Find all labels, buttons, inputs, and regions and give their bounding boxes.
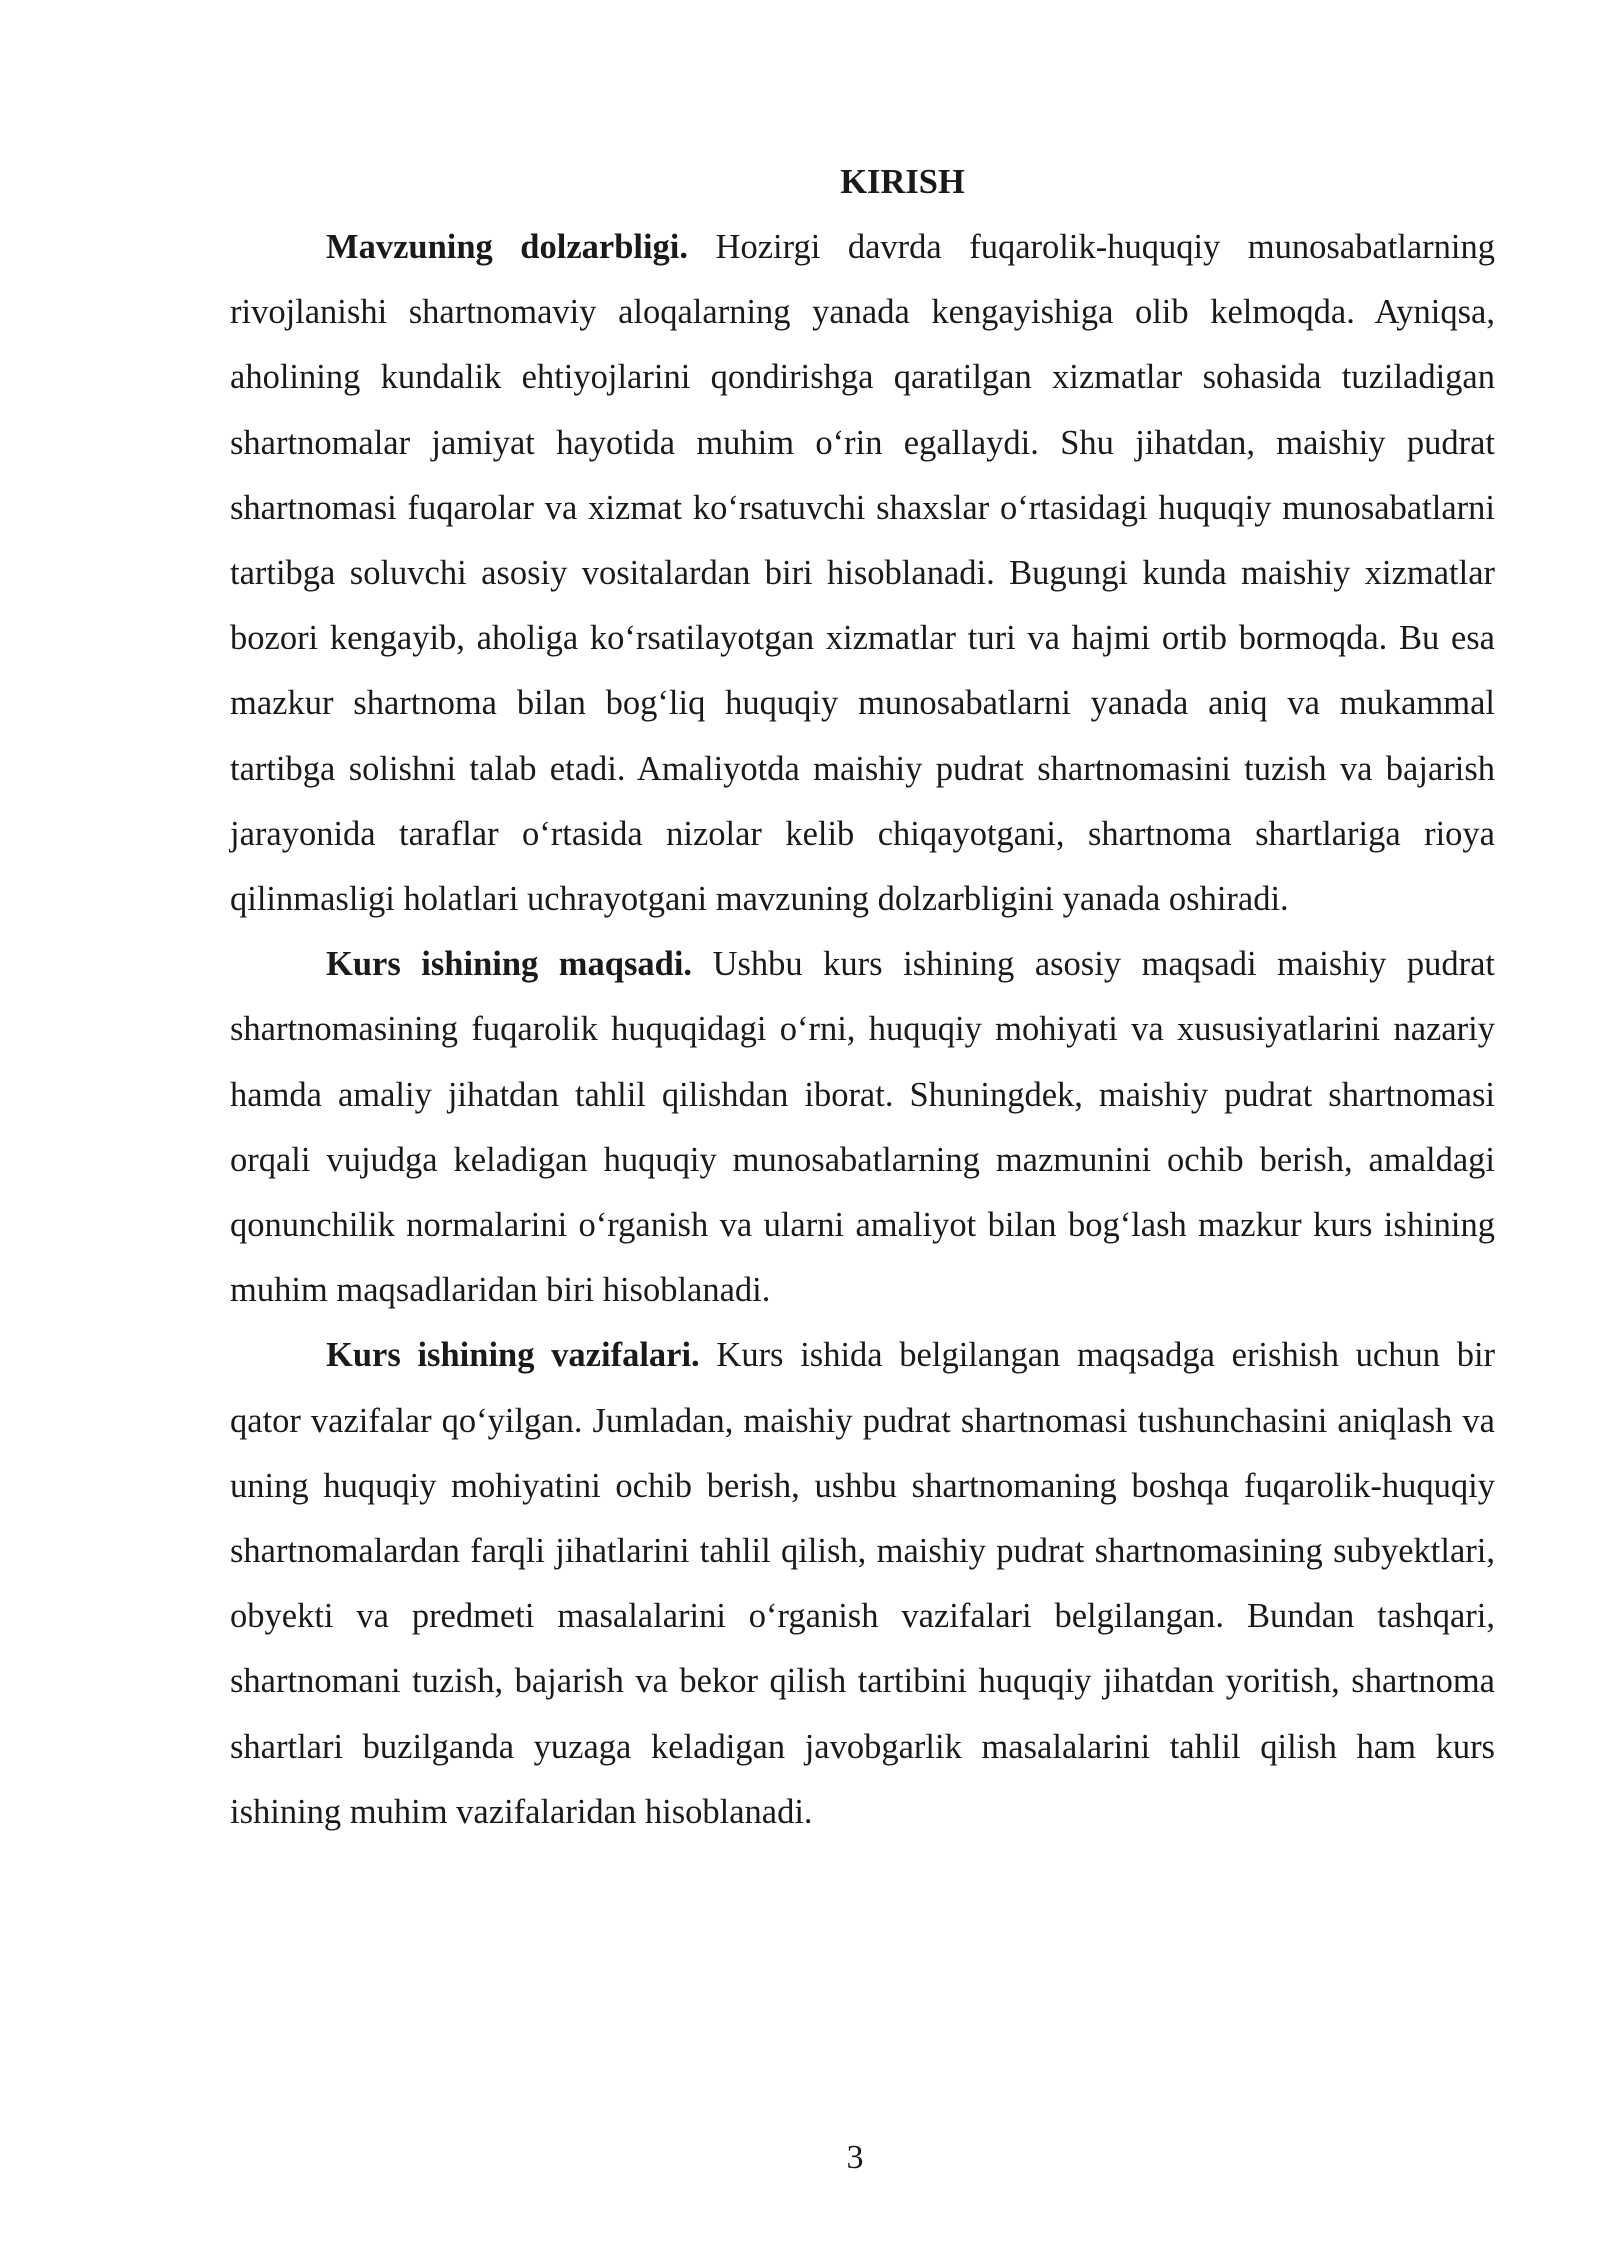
paragraph-lead: Kurs ishining maqsadi. <box>326 945 693 984</box>
page-content <box>230 150 1495 1845</box>
paragraph-relevance <box>230 215 1495 932</box>
paragraph-tasks <box>230 1323 1495 1845</box>
section-title: KIRISH <box>840 163 965 201</box>
paragraph-goal <box>230 932 1495 1323</box>
paragraph-text: Ushbu kurs ishining asosiy maqsadi maishiy pudrat shartnomasining fuqarolik huquqidagi o‘rni, huquqiy mohiyati va xususiyatlarini nazariy hamda amaliy jihatdan tahlil qilishdan iborat. Shuningdek, maishiy pudrat shartnomasi orqali vujudga keladigan huquqiy munosabatlarning mazmunini ochib berish, amaldagi qonunchilik normalarini o‘rganish va ularni amaliyot bilan bog‘lash mazkur kurs ishining muhim maqsadlaridan biri hisoblanadi. <box>230 945 1495 1310</box>
paragraph-lead: Kurs ishining vazifalari. <box>326 1336 700 1375</box>
paragraph-text: Hozirgi davrda fuqarolik-huquqiy munosabatlarning rivojlanishi shartnomaviy aloqalarning yanada kengayishiga olib kelmoqda. Ayniqsa, aholining kundalik ehtiyojlarini qondirishga qaratilgan xizmatlar sohasida tuziladigan shartnomalar jamiyat hayotida muhim o‘rin egallaydi. Shu jihatdan, maishiy pudrat shartnomasi fuqarolar va xizmat ko‘rsatuvchi shaxslar o‘rtasidagi huquqiy munosabatlarni tartibga soluvchi asosiy vositalardan biri hisoblanadi. Bugungi kunda maishiy xizmatlar bozori kengayib, aholiga ko‘rsatilayotgan xizmatlar turi va hajmi ortib bormoqda. Bu esa mazkur shartnoma bilan bog‘liq huquqiy munosabatlarni yanada aniq va mukammal tartibga solishni talab etadi. Amaliyotda maishiy pudrat shartnomasini tuzish va bajarish jarayonida taraflar o‘rtasida nizolar kelib chiqayotgani, shartnoma shartlariga rioya qilinmasligi holatlari uchrayotgani mavzuning dolzarbligini yanada oshiradi. <box>230 228 1495 919</box>
paragraph-text: Kurs ishida belgilangan maqsadga erishish uchun bir qator vazifalar qo‘yilgan. Jumladan, maishiy pudrat shartnomasi tushunchasini aniqlash va uning huquqiy mohiyatini ochib berish, ushbu shartnomaning boshqa fuqarolik-huquqiy shartnomalardan farqli jihatlarini tahlil qilish, maishiy pudrat shartnomasining subyektlari, obyekti va predmeti masalalarini o‘rganish vazifalari belgilangan. Bundan tashqari, shartnomani tuzish, bajarish va bekor qilish tartibini huquqiy jihatdan yoritish, shartnoma shartlari buzilganda yuzaga keladigan javobgarlik masalalarini tahlil qilish ham kurs ishining muhim vazifalaridan hisoblanadi. <box>230 1336 1496 1831</box>
page-number: 3 <box>846 2139 864 2176</box>
paragraph-lead: Mavzuning dolzarbligi. <box>326 228 689 266</box>
